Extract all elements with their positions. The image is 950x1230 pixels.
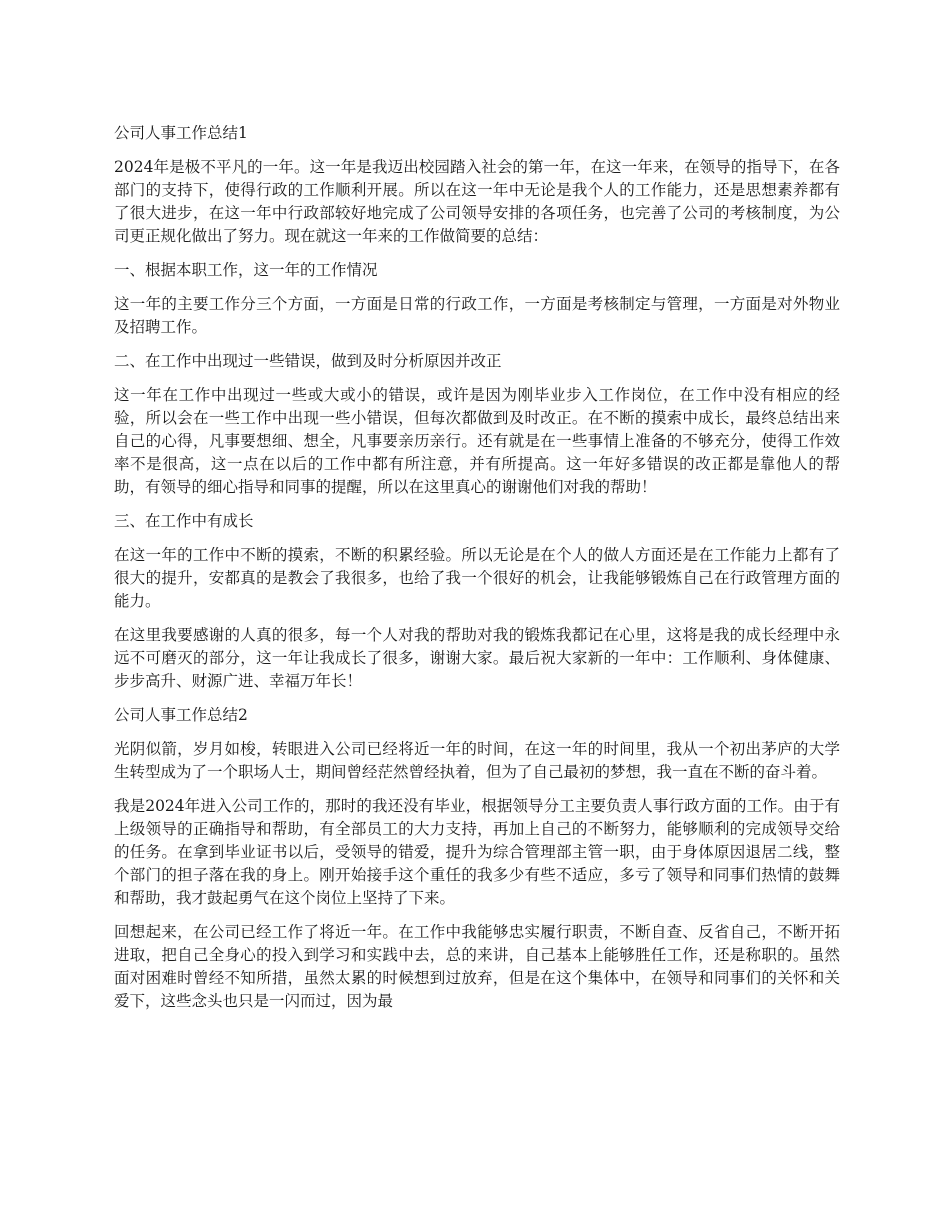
section-heading-summary-1: 公司人事工作总结1 [114, 124, 248, 142]
document-page [114, 122, 840, 1024]
section-heading-summary-2: 公司人事工作总结2 [114, 706, 248, 724]
paragraph-thanks: 在这里我要感谢的人真的很多，每一个人对我的帮助对我的锻炼我都记在心里，这将是我的成长经理中永远不可磨灭的部分，这一年让我成长了很多，谢谢大家。最后祝大家新的一年中：工作顺利、身体健康、步步高升、财源广进、幸福万年长！ [114, 626, 840, 690]
section-heading-work-status: 一、根据本职工作，这一年的工作情况 [114, 261, 378, 279]
paragraph-mistakes: 这一年在工作中出现过一些或大或小的错误，或许是因为刚毕业步入工作岗位，在工作中没有相应的经验，所以会在一些工作中出现一些小错误，但每次都做到及时改正。在不断的摸索中成长，最终总结出来自己的心得，凡事要想细、想全，凡事要亲历亲行。还有就是在一些事情上准备的不够充分，使得工作效率不是很高，这一点在以后的工作中都有所注意，并有所提高。这一年好多错误的改正都是靠他人的帮助，有领导的细心指导和同事的提醒，所以在这里真心的谢谢他们对我的帮助！ [114, 386, 840, 496]
paragraph-growth: 在这一年的工作中不断的摸索，不断的积累经验。所以无论是在个人的做人方面还是在工作能力上都有了很大的提升，安都真的是教会了我很多，也给了我一个很好的机会，让我能够锻炼自己在行政管理方面的能力。 [114, 546, 840, 610]
paragraph-joined-company: 我是2024年进入公司工作的，那时的我还没有毕业，根据领导分工主要负责人事行政方面的工作。由于有上级领导的正确指导和帮助，有全部员工的大力支持，再加上自己的不断努力，能够顺利的完成领导交给的任务。在拿到毕业证书以后，受领导的错爱，提升为综合管理部主管一职，由于身体原因退居二线，整个部门的担子落在我的身上。刚开始接手这个重任的我多少有些不适应，多亏了领导和同事们热情的鼓舞和帮助，我才鼓起勇气在这个岗位上坚持了下来。 [114, 797, 840, 907]
paragraph-main-work: 这一年的主要工作分三个方面，一方面是日常的行政工作，一方面是考核制定与管理，一方面是对外物业及招聘工作。 [114, 295, 840, 336]
paragraph-time-flies: 光阴似箭，岁月如梭，转眼进入公司已经将近一年的时间，在这一年的时间里，我从一个初出茅庐的大学生转型成为了一个职场人士，期间曾经茫然曾经执着，但为了自己最初的梦想，我一直在不断的奋斗着。 [114, 740, 840, 781]
paragraph-reflection: 回想起来，在公司已经工作了将近一年。在工作中我能够忠实履行职责，不断自查、反省自己，不断开拓进取，把自己全身心的投入到学习和实践中去，总的来讲，自己基本上能够胜任工作，还是称职的。虽然面对困难时曾经不知所措，虽然太累的时候想到过放弃，但是在这个集体中，在领导和同事们的关怀和关爱下，这些念头也只是一闪而过，因为最 [114, 923, 840, 1010]
section-heading-mistakes: 二、在工作中出现过一些错误，做到及时分析原因并改正 [114, 352, 502, 370]
section-heading-growth: 三、在工作中有成长 [114, 512, 254, 530]
paragraph-intro: 2024年是极不平凡的一年。这一年是我迈出校园踏入社会的第一年，在这一年来，在领导的指导下，在各部门的支持下，使得行政的工作顺利开展。所以在这一年中无论是我个人的工作能力，还是思想素养都有了很大进步，在这一年中行政部较好地完成了公司领导安排的各项任务，也完善了公司的考核制度，为公司更正规化做出了努力。现在就这一年来的工作做简要的总结： [114, 158, 840, 245]
